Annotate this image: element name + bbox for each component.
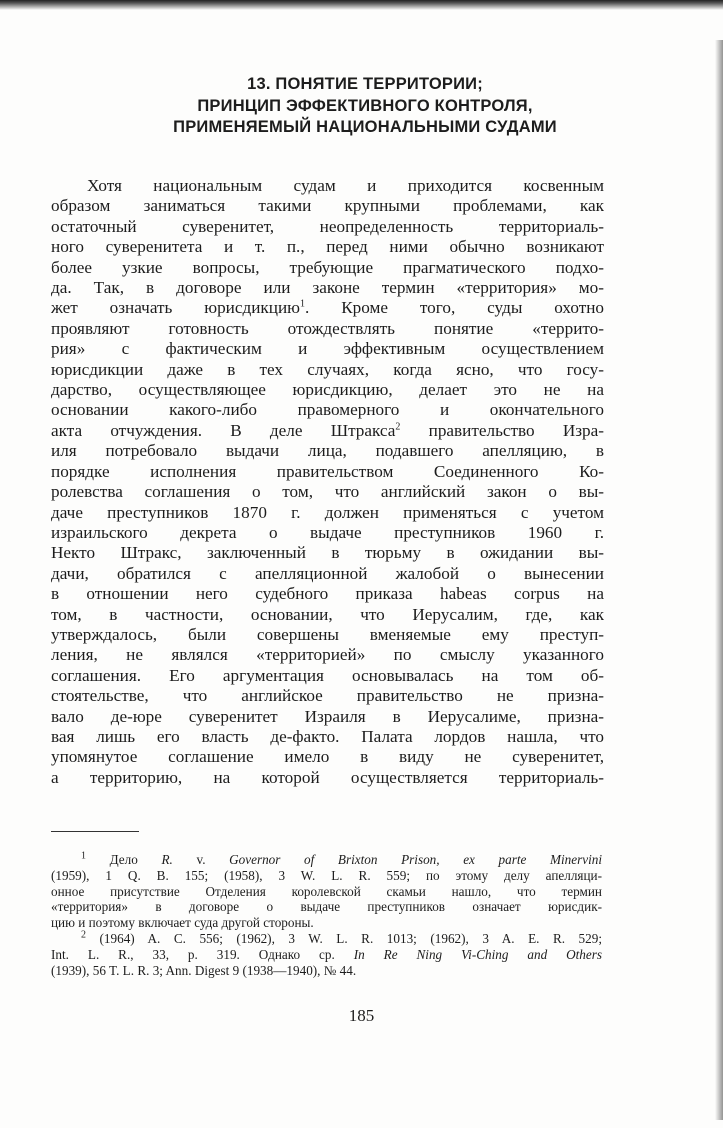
- page-number: 185: [348, 1006, 375, 1025]
- footnote-text-run: (1964) A. C. 556; (1962), 3 W. L. R. 1013; (1962), 3 A. E. R. 529;: [99, 930, 602, 946]
- body-line: юрисдикции даже в тех случаях, когда ясно, что госу-: [51, 359, 604, 379]
- body-line: дачи, обратился с апелляционной жалобой о вынесении: [51, 563, 604, 583]
- body-line: соглашения. Его аргументация основывалась на том об-: [51, 665, 604, 685]
- body-line: Некто Штракс, заключенный в тюрьму в ожидании вы-: [51, 543, 604, 563]
- scan-edge-top: [0, 0, 723, 10]
- body-line: дарство, осуществляющее юрисдикцию, делает это не на: [51, 380, 604, 400]
- body-line: более узкие вопросы, требующие прагматического подхо-: [51, 257, 604, 277]
- body-text-run: правительство Изра-: [400, 420, 604, 440]
- footnote-1-line: цию и поэтому включает суда другой стороны.: [51, 915, 314, 931]
- body-line: даче преступников 1870 г. должен применяться с учетом: [51, 502, 604, 522]
- body-line: ления, не являлся «территорией» по смыслу указанного: [51, 645, 604, 665]
- body-text-run: акта отчуждения. В деле Штракса: [51, 420, 396, 440]
- footnote-divider: [51, 831, 139, 832]
- body-line: остаточный суверенитет, неопределенность территориаль-: [51, 216, 604, 236]
- footnote-marker-1: 1: [81, 850, 86, 862]
- footnote-text-run: Дело: [109, 852, 162, 867]
- body-text-run: жет означать юрисдикцию: [51, 298, 301, 318]
- scan-edge-right: [715, 40, 723, 1120]
- footnote-ref-2: 2: [395, 421, 401, 433]
- body-line: том, в частности, основании, что Иерусалим, где, как: [51, 604, 604, 624]
- body-line: проявляют готовность отождествлять понятие «террито-: [51, 318, 604, 338]
- footnote-2-line: (1939), 56 T. L. R. 3; Ann. Digest 9 (1938—1940), № 44.: [51, 962, 357, 978]
- heading-line-1: 13. ПОНЯТИЕ ТЕРРИТОРИИ;: [247, 75, 483, 93]
- body-line: вало де-юре суверенитет Израиля в Иерусалиме, призна-: [51, 706, 604, 726]
- body-paragraph: [51, 176, 604, 788]
- body-line: упомянутое соглашение имело в виду не суверенитет,: [51, 747, 604, 767]
- footnote-1-line: [51, 852, 602, 868]
- footnote-text-run: v.: [172, 852, 230, 867]
- body-line: да. Так, в договоре или законе термин «территория» мо-: [51, 278, 604, 298]
- body-text-run: . Кроме того, суды охотно: [305, 298, 605, 318]
- body-line: основании какого-либо правомерного и окончательного: [51, 400, 604, 420]
- body-line: а территорию, на которой осуществляется территориаль-: [51, 767, 604, 787]
- footnote-1-line: (1959), 1 Q. B. 155; (1958), 3 W. L. R. 559; по этому делу апелляци-: [51, 867, 602, 883]
- body-line: ролевства соглашения о том, что английский закон о вы-: [51, 482, 604, 502]
- body-line: вая лишь его власть де-факто. Палата лордов нашла, что: [51, 726, 604, 746]
- footnote-1-line: «территория» в договоре о выдаче преступников означает юрисдик-: [51, 899, 602, 915]
- body-line: в отношении него судебного приказа habeas corpus на: [51, 584, 604, 604]
- body-line: ного суверенитета и т. п., перед ними обычно возникают: [51, 237, 604, 257]
- footnote-italic-run: In Re Ning Vi-Ching and Others: [353, 946, 603, 962]
- footnote-2-line: [51, 931, 602, 947]
- body-line: Хотя национальным судам и приходится косвенным: [87, 176, 604, 195]
- body-line: [51, 298, 604, 318]
- footnotes: [51, 852, 602, 978]
- body-line: иля потребовало выдачи лица, подавшего апелляцию, в: [51, 441, 604, 461]
- body-line: стоятельстве, что английское правительство не призна-: [51, 686, 604, 706]
- body-line: [51, 421, 604, 441]
- body-line: израильского декрета о выдаче преступников 1960 г.: [51, 522, 604, 542]
- footnote-2-line: [51, 947, 602, 963]
- body-line: образом заниматься такими крупными проблемами, как: [51, 196, 604, 216]
- body-line: порядке исполнения правительством Соединенного Ко-: [51, 461, 604, 481]
- footnote-text-run: Int. L. R., 33, p. 319. Однако ср.: [51, 946, 354, 962]
- body-line: утверждалось, были совершены вменяемые ему преступ-: [51, 624, 604, 644]
- footnote-marker-2: 2: [81, 929, 86, 941]
- section-heading: [60, 74, 670, 139]
- footnote-1-line: онное присутствие Отделения королевской скамьи нашло, что термин: [51, 883, 602, 899]
- footnote-italic-run: Governor of Brixton Prison, ex parte Minervini: [229, 852, 603, 867]
- body-line: рия» с фактическим и эффективным осуществлением: [51, 339, 604, 359]
- heading-line-3: ПРИМЕНЯЕМЫЙ НАЦИОНАЛЬНЫМИ СУДАМИ: [173, 118, 557, 136]
- heading-line-2: ПРИНЦИП ЭФФЕКТИВНОГО КОНТРОЛЯ,: [197, 96, 533, 115]
- footnote-italic-run: R.: [161, 852, 173, 867]
- footnote-ref-1: 1: [300, 298, 306, 310]
